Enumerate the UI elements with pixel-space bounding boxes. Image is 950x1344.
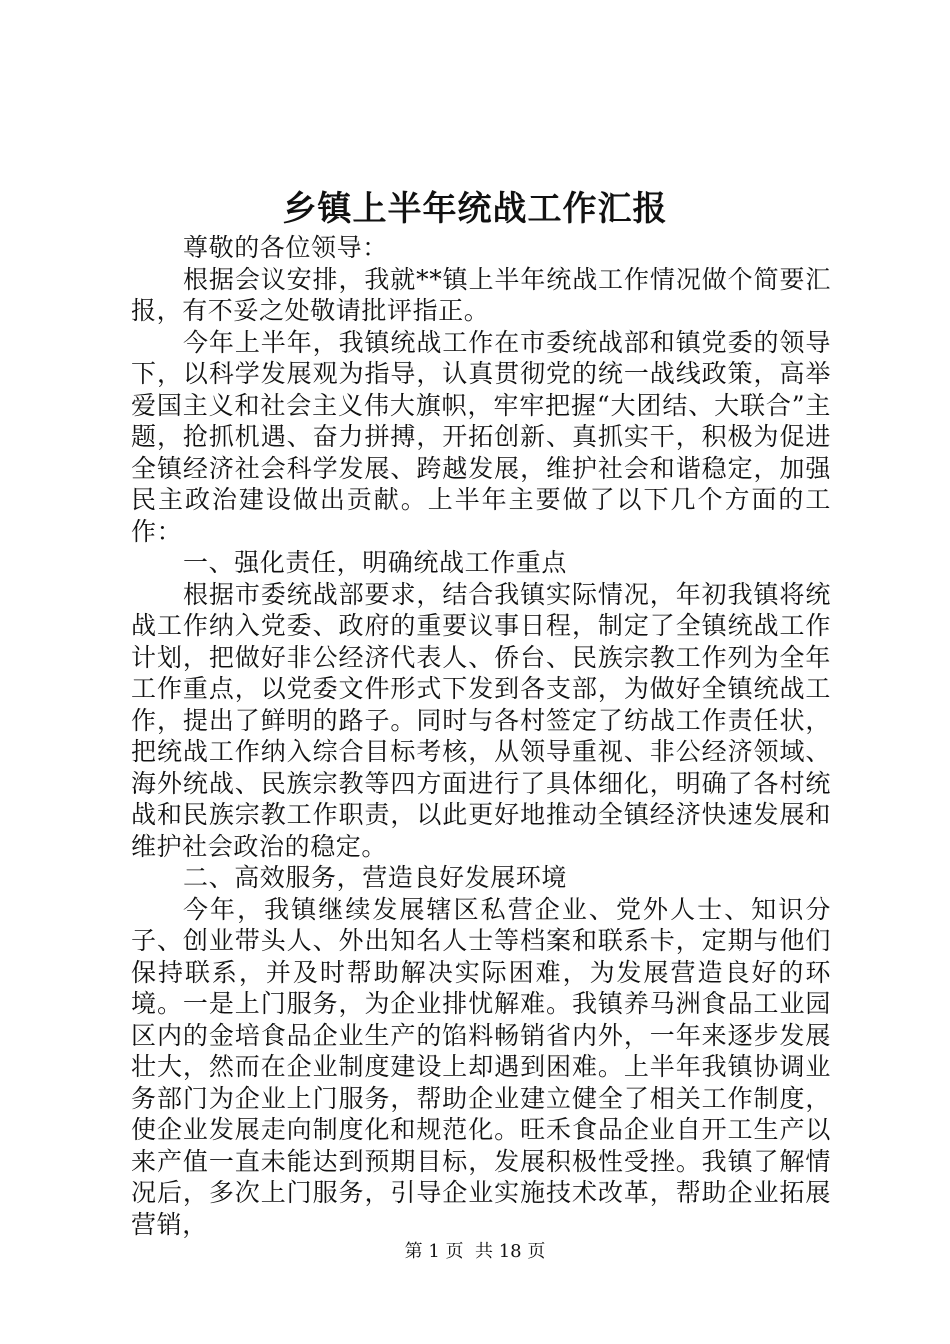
document-body xyxy=(131,232,831,1240)
section-heading: 二、高效服务，营造良好发展环境 xyxy=(183,863,568,892)
paragraph: 根据市委统战部要求，结合我镇实际情况，年初我镇将统战工作纳入党委、政府的重要议事日程，制定了全镇统战工作计划，把做好非公经济代表人、侨台、民族宗教工作列为全年工作重点，以党委文件形式下发到各支部，为做好全镇统战工作，提出了鲜明的路子。同时与各村签定了纺战工作责任状，把统战工作纳入综合目标考核，从领导重视、非公经济领域、海外统战、民族宗教等四方面进行了具体细化，明确了各村统战和民族宗教工作职责，以此更好地推动全镇经济快速发展和维护社会政治的稳定。 xyxy=(131,579,831,861)
paragraph: 今年上半年，我镇统战工作在市委统战部和镇党委的领导下，以科学发展观为指导，认真贯彻党的统一战线政策，高举爱国主义和社会主义伟大旗帜，牢牢把握“大团结、大联合”主题，抢抓机遇、奋力拼搏，开拓创新、真抓实干，积极为促进全镇经济社会科学发展、跨越发展，维护社会和谐稳定，加强民主政治建设做出贡献。上半年主要做了以下几个方面的工作： xyxy=(131,327,831,546)
salutation: 尊敬的各位领导： xyxy=(183,233,388,262)
section-heading: 一、强化责任，明确统战工作重点 xyxy=(183,548,568,577)
paragraph: 根据会议安排，我就**镇上半年统战工作情况做个简要汇报，有不妥之处敬请批评指正。 xyxy=(131,264,831,325)
page-number: 第 1 页 共 18 页 xyxy=(404,1241,546,1262)
paragraph: 今年，我镇继续发展辖区私营企业、党外人士、知识分子、创业带头人、外出知名人士等档案和联系卡，定期与他们保持联系，并及时帮助解决实际困难，为发展营造良好的环境。一是上门服务，为企业排忧解难。我镇养马洲食品工业园区内的金培食品企业生产的馅料畅销省内外，一年来逐步发展壮大，然而在企业制度建设上却遇到困难。上半年我镇协调业务部门为企业上门服务，帮助企业建立健全了相关工作制度，使企业发展走向制度化和规范化。旺禾食品企业自开工生产以来产值一直未能达到预期目标，发展积极性受挫。我镇了解情况后，多次上门服务，引导企业实施技术改革，帮助企业拓展营销， xyxy=(131,894,831,1239)
document-title: 乡镇上半年统战工作汇报 xyxy=(282,189,668,229)
page-footer xyxy=(0,1240,950,1264)
